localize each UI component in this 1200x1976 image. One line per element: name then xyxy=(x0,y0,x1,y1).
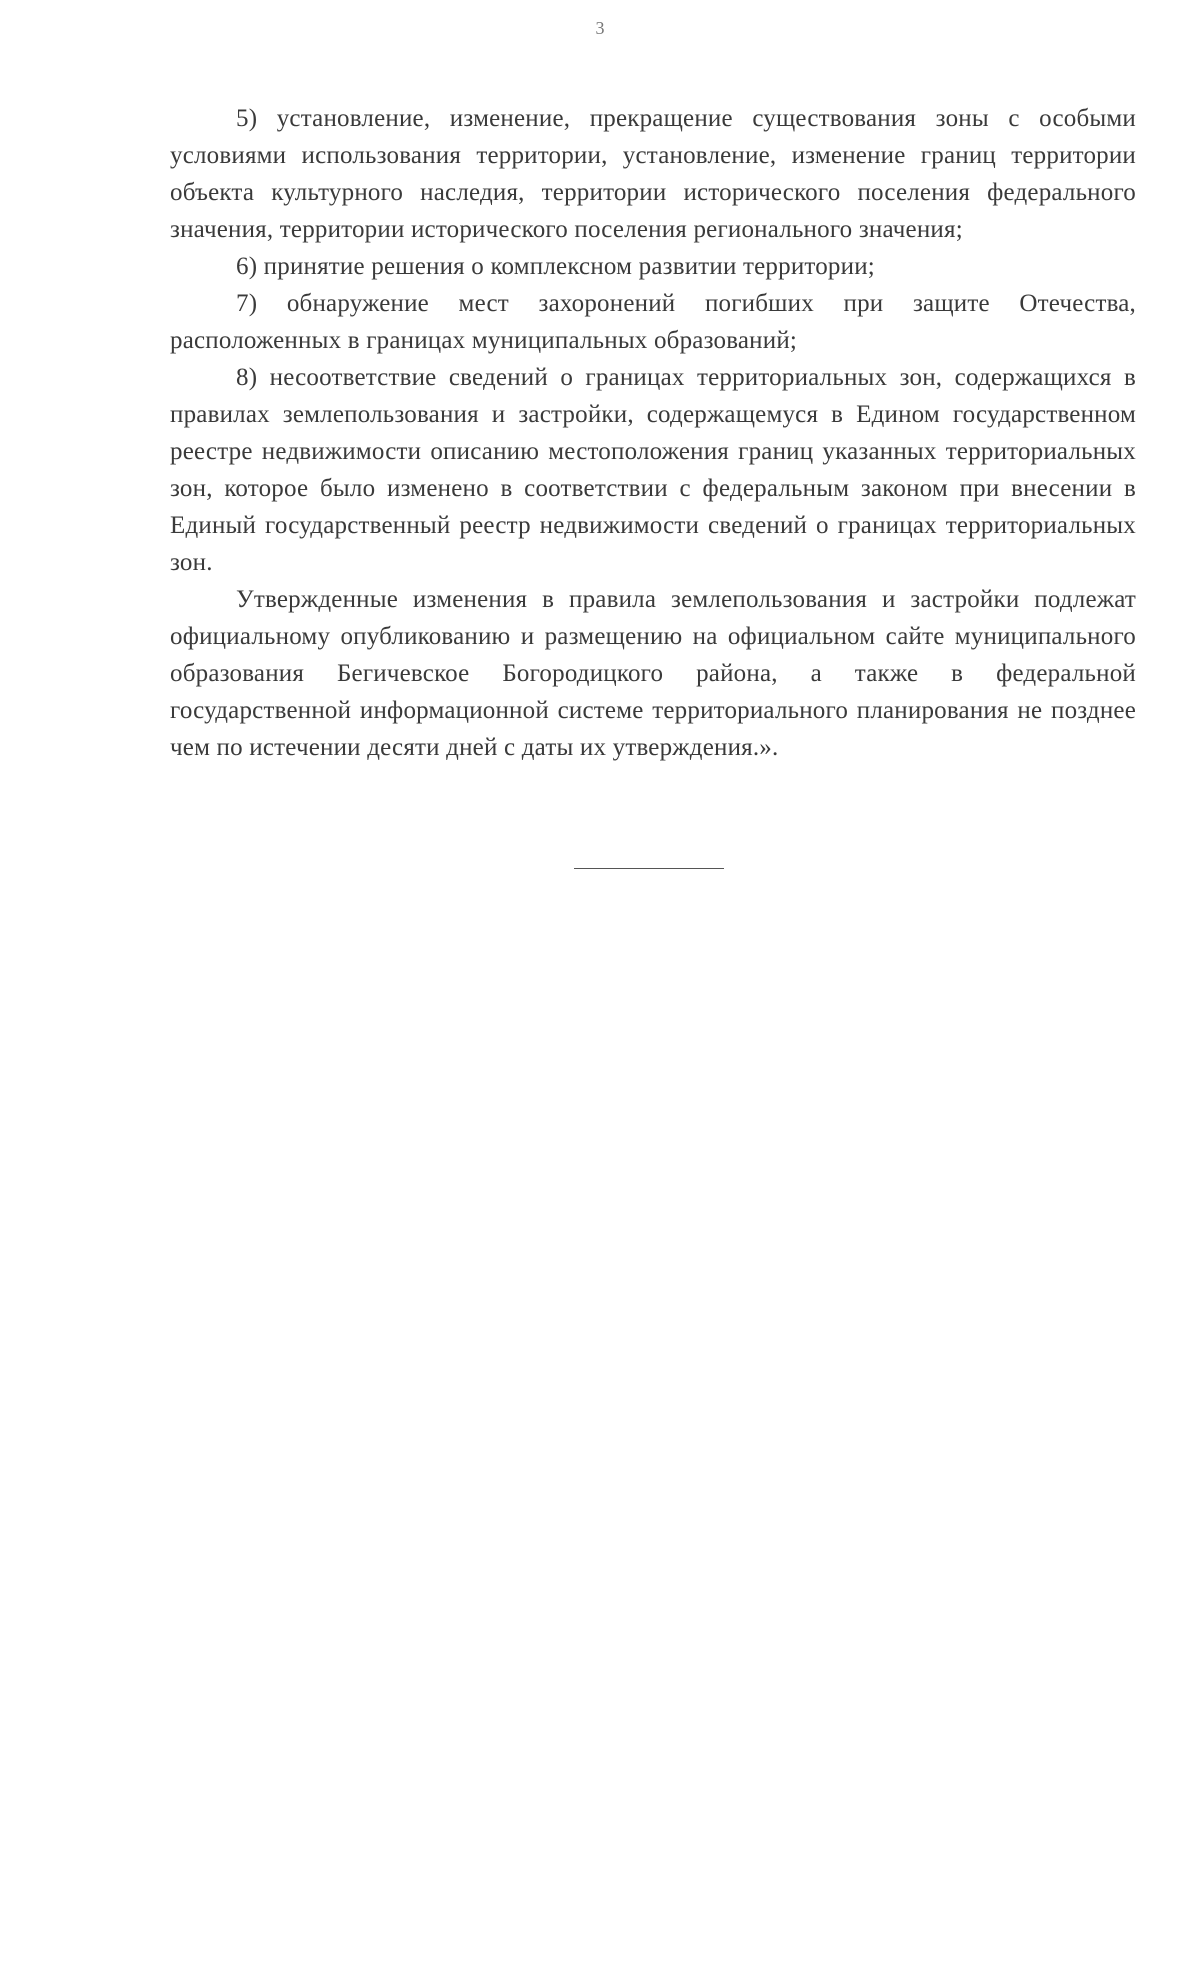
document-body xyxy=(170,100,1136,766)
paragraph-approval-publication: Утвержденные изменения в правила землепользования и застройки подлежат официальному опубликованию и размещению на официальном сайте муниципального образования Бегичевское Богородицкого района, а также в федеральной государственной информационной системе территориального планирования не позднее чем по истечении десяти дней с даты их утверждения.». xyxy=(170,586,1136,761)
paragraph-item-6: 6) принятие решения о комплексном развитии территории; xyxy=(236,253,875,280)
page-number: 3 xyxy=(595,18,605,38)
paragraph-item-5: 5) установление, изменение, прекращение существования зоны с особыми условиями использования территории, установление, изменение границ территории объекта культурного наследия, территории исторического поселения федерального значения, территории исторического поселения регионального значения; xyxy=(170,105,1136,243)
paragraph-item-7: 7) обнаружение мест захоронений погибших при защите Отечества, расположенных в границах муниципальных образований; xyxy=(170,290,1136,354)
paragraph-item-8: 8) несоответствие сведений о границах территориальных зон, содержащихся в правилах землепользования и застройки, содержащемуся в Едином государственном реестре недвижимости описанию местоположения границ указанных территориальных зон, которое было изменено в соответствии с федеральным законом при внесении в Единый государственный реестр недвижимости сведений о границах территориальных зон. xyxy=(170,364,1136,576)
closing-divider xyxy=(574,868,724,869)
